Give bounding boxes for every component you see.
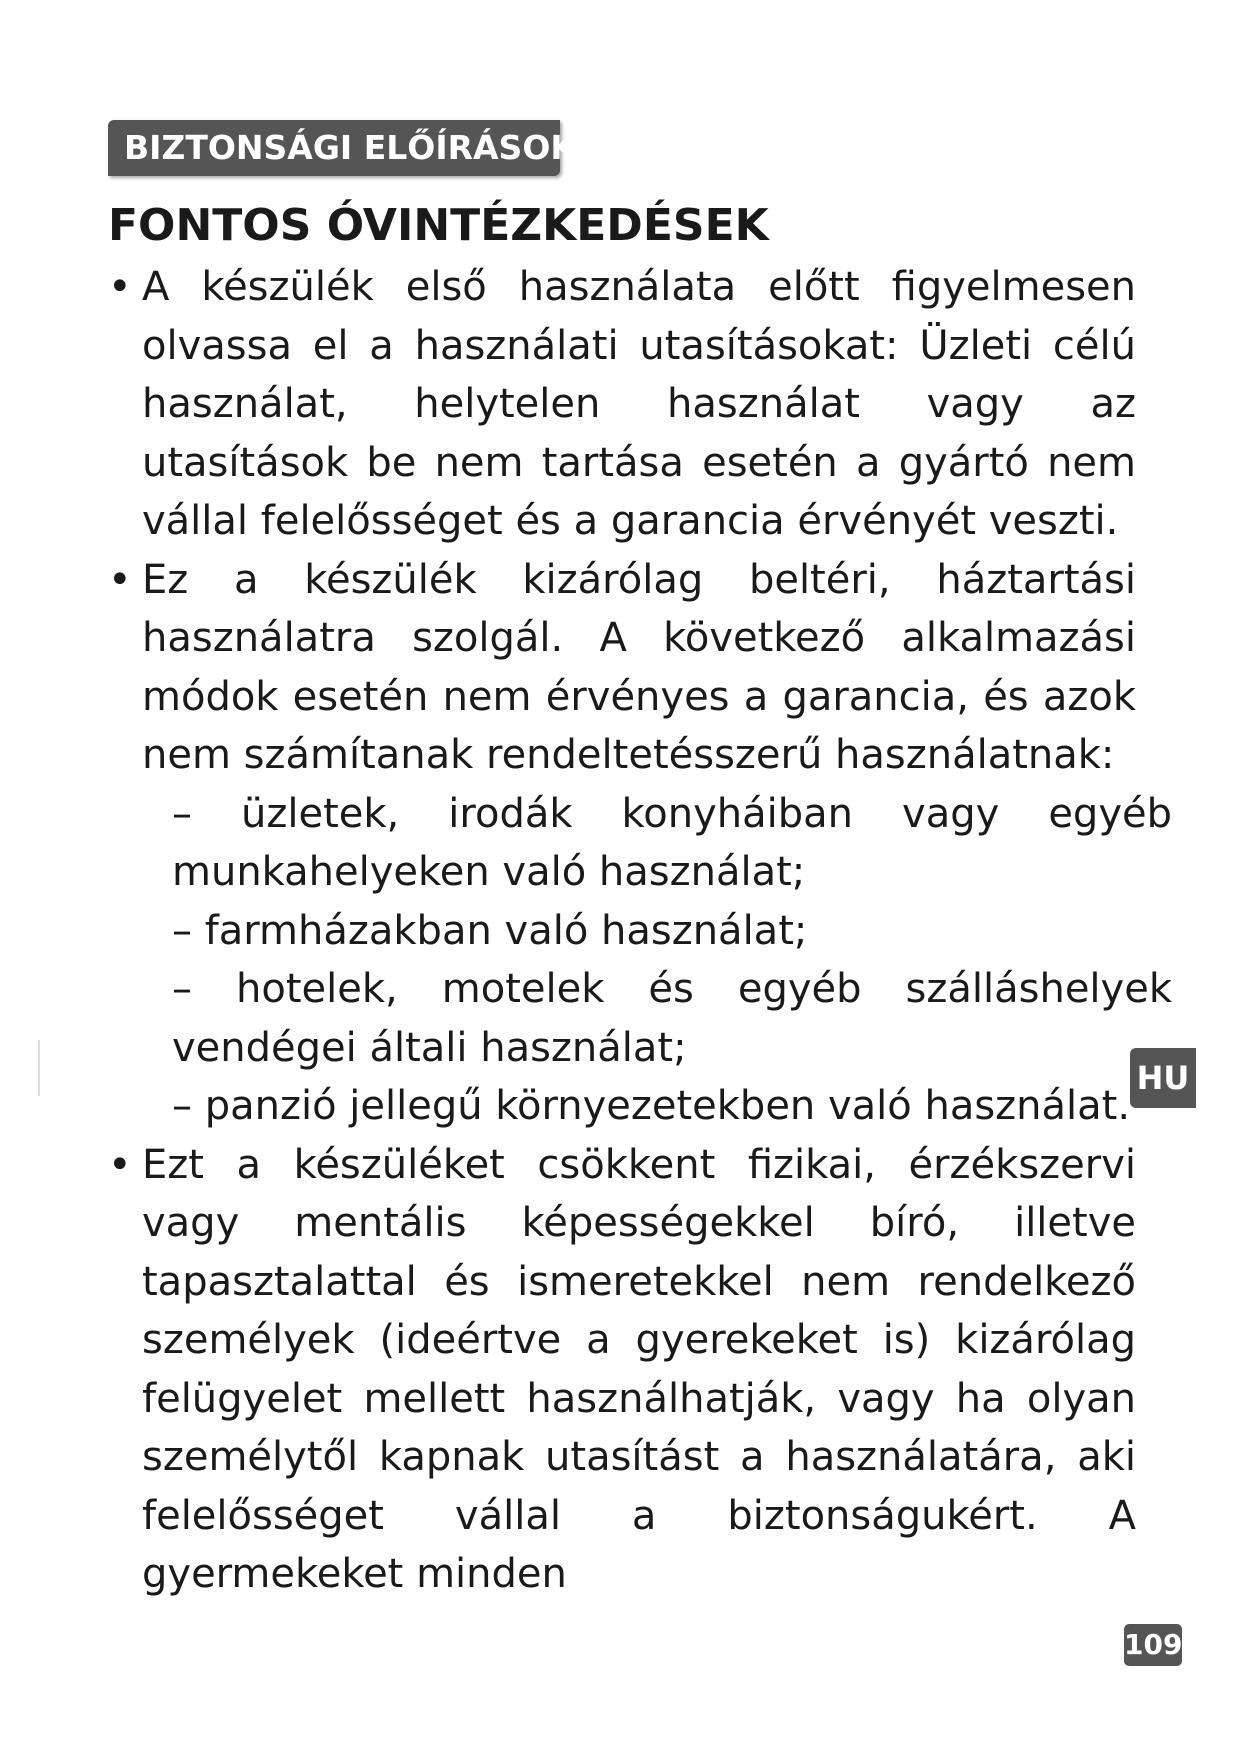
sub-item: – üzletek, irodák konyháiban vagy egyéb munkahelyeken való használat; bbox=[172, 790, 1172, 895]
sub-item: – panzió jellegű környezetekben való használat. bbox=[172, 1083, 1131, 1129]
page-heading: FONTOS ÓVINTÉZKEDÉSEK bbox=[108, 200, 769, 251]
content bbox=[0, 258, 1241, 1604]
section-tag: BIZTONSÁGI ELŐÍRÁSOK bbox=[108, 120, 560, 176]
language-tab: HU bbox=[1130, 1048, 1196, 1108]
bullet-item: • A készülék első használata előtt figyelmesen olvassa el a használati utasításokat: Üzleti célú használat, helytelen használat vagy az utasítások be nem tartása esetén a gyártó nem vállal felelősséget és a garancia érvényét veszti. bbox=[0, 258, 1136, 551]
sub-item: – farmházakban való használat; bbox=[172, 907, 808, 954]
page-number: 109 bbox=[1124, 1624, 1182, 1666]
sub-list bbox=[0, 785, 1241, 1136]
sub-item: – hotelek, motelek és egyéb szálláshelyek vendégei általi használat; bbox=[172, 966, 1172, 1071]
bullet-item: • Ezt a készüléket csökkent fizikai, érzékszervi vagy mentális képességekkel bíró, illetve tapasztalattal és ismeretekkel nem rendelkező személyek (ideértve a gyerekeket is) kizárólag felügyelet mellett használhatják, vagy ha olyan személytől kapnak utasítást a használatára, aki felelősséget vállal a biztonságukért. A gyermekeket minden bbox=[0, 1136, 1136, 1604]
bullet-item: • Ez a készülék kizárólag beltéri, háztartási használatra szolgál. A következő alkalmazási módok esetén nem érvényes a garancia, és azok nem számítanak rendeltetésszerű használatnak: bbox=[0, 551, 1136, 785]
